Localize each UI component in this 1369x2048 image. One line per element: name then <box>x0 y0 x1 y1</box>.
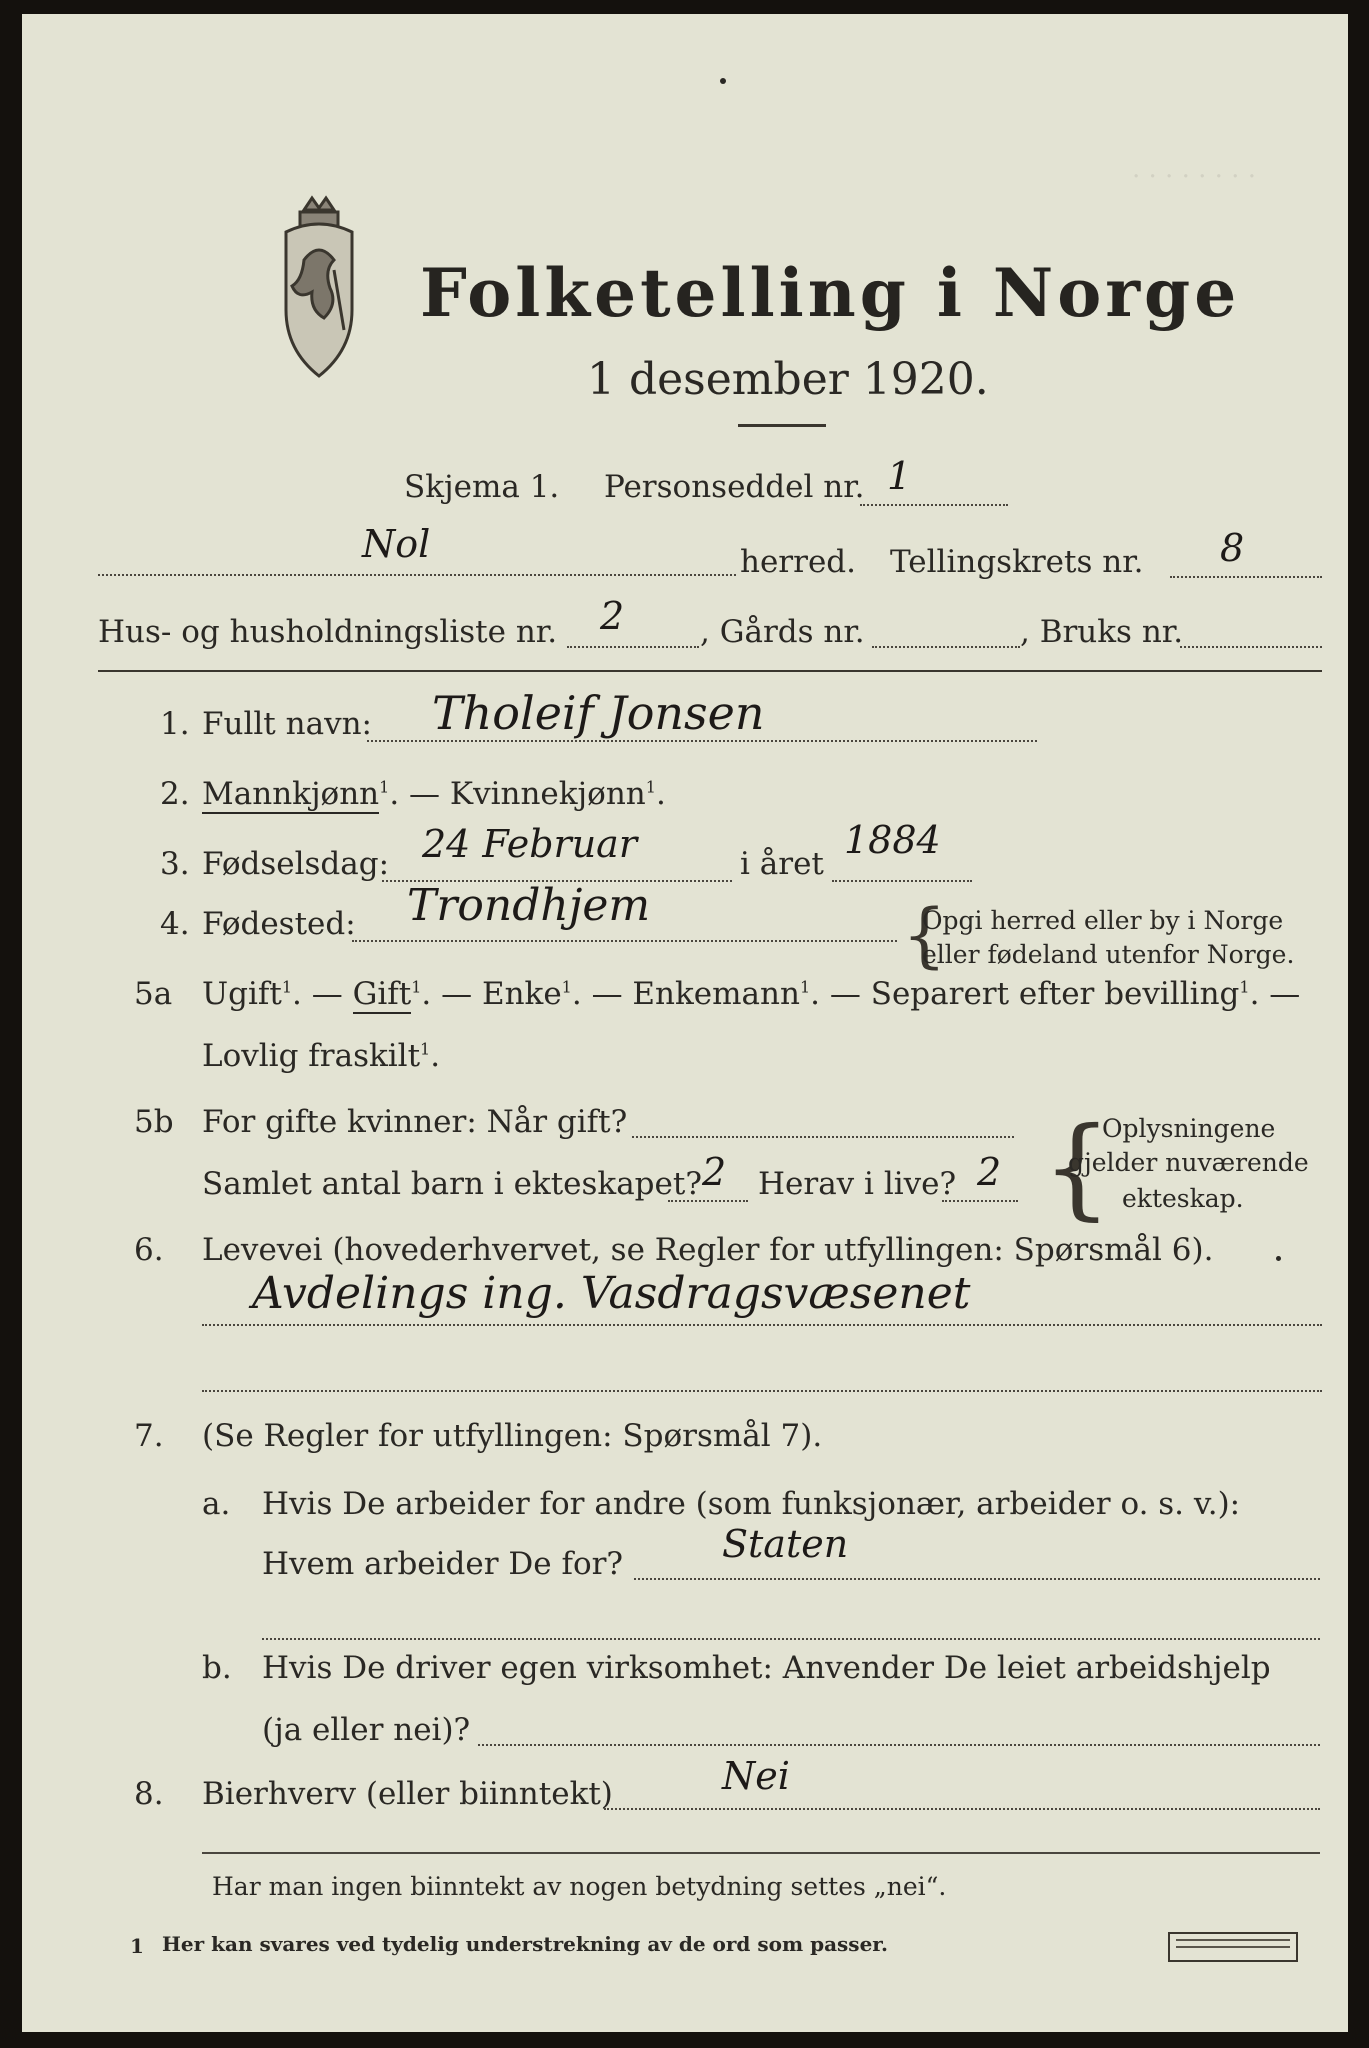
q2-end: . <box>655 776 666 812</box>
side-income-value[interactable]: Nei <box>722 1754 790 1798</box>
q4-note-line2: eller fødeland utenfor Norge. <box>922 940 1295 969</box>
ugift-option[interactable]: Ugift <box>202 976 282 1012</box>
census-form-page <box>22 14 1348 2032</box>
q7a-line <box>634 1578 1320 1580</box>
occupation-value[interactable]: Avdelings ing. Vasdragsvæsenet <box>252 1268 971 1319</box>
form-title: Folketelling i Norge <box>420 254 1241 332</box>
children-alive-value[interactable]: 2 <box>977 1150 1002 1194</box>
q7a-line-extra <box>262 1638 1320 1640</box>
q4-number: 4. <box>160 906 190 942</box>
tellingskrets-label: Tellingskrets nr. <box>890 544 1144 580</box>
q5b-note-line2: gjelder nuværende <box>1068 1148 1309 1177</box>
ink-dot <box>720 78 726 84</box>
gards-label: , Gårds nr. <box>700 614 865 650</box>
coat-of-arms-icon <box>264 190 374 390</box>
tellingskrets-value[interactable]: 8 <box>1220 526 1245 570</box>
q6-line1 <box>202 1324 1322 1326</box>
q5b-children-line <box>668 1200 748 1202</box>
employer-value[interactable]: Staten <box>722 1522 849 1566</box>
fraskilt-option[interactable]: Lovlig fraskilt <box>202 1038 421 1074</box>
q5a-options <box>202 976 1300 1012</box>
personseddel-value[interactable]: 1 <box>887 454 912 498</box>
q7a-line1: Hvis De arbeider for andre (som funksjonær, arbeider o. s. v.): <box>262 1486 1241 1522</box>
q5a-dash: . — <box>810 976 871 1012</box>
q8-line <box>604 1808 1320 1810</box>
q8-label: Bierhverv (eller biinntekt) <box>202 1776 613 1812</box>
q8-number: 8. <box>134 1776 164 1812</box>
children-total-value[interactable]: 2 <box>702 1150 727 1194</box>
q5b-number: 5b <box>134 1104 174 1140</box>
q7b-letter: b. <box>202 1650 232 1686</box>
title-divider <box>738 424 826 427</box>
q5b-label3: Herav i live? <box>758 1166 957 1202</box>
herred-value[interactable]: Nol <box>362 522 431 566</box>
q7b-line1: Hvis De driver egen virksomhet: Anvender De leiet arbeidshjelp <box>262 1650 1271 1686</box>
q7a-line2: Hvem arbeider De for? <box>262 1546 624 1582</box>
q4-note-line1: Opgi herred eller by i Norge <box>922 906 1284 935</box>
q7-number: 7. <box>134 1418 164 1454</box>
footnote-text: Her kan svares ved tydelig understrekning av de ord som passer. <box>162 1932 888 1956</box>
q7b-line <box>478 1744 1320 1746</box>
bruks-label: , Bruks nr. <box>1020 614 1184 650</box>
q5a-dash: . — <box>571 976 633 1012</box>
hus-line <box>567 646 699 648</box>
gards-line <box>872 646 1020 648</box>
q4-label: Fødested: <box>202 906 356 942</box>
census-date: 1 desember 1920. <box>587 354 989 405</box>
herred-line <box>98 574 736 576</box>
q5a-dash: . — <box>1249 976 1301 1012</box>
q6-number: 6. <box>134 1232 164 1268</box>
q2-number: 2. <box>160 776 190 812</box>
q5a-dash: . — <box>292 976 353 1012</box>
nei-note: Har man ingen biinntekt av nogen betydning settes „nei“. <box>212 1872 947 1901</box>
q6-line2 <box>202 1390 1322 1392</box>
female-option[interactable]: Kvinnekjønn <box>449 776 646 812</box>
tellingskrets-line <box>1170 576 1322 578</box>
q7b-line2: (ja eller nei)? <box>262 1712 471 1748</box>
q5a-sup: 1 <box>281 977 293 997</box>
separert-option[interactable]: Separert efter bevilling <box>870 976 1240 1012</box>
q1-label: Fullt navn: <box>202 706 372 742</box>
birth-year-value[interactable]: 1884 <box>844 818 941 862</box>
herred-label: herred. <box>740 544 856 580</box>
birthplace-value[interactable]: Trondhjem <box>407 880 651 931</box>
q5a-sup: 1 <box>561 977 572 997</box>
personseddel-line <box>860 504 1008 506</box>
q5a-sup: 1 <box>799 977 811 997</box>
enke-option[interactable]: Enke <box>481 976 562 1012</box>
q5a-dash: . — <box>421 976 482 1012</box>
bruks-line <box>1180 646 1322 648</box>
q5b-label1: For gifte kvinner: Når gift? <box>202 1104 628 1140</box>
personseddel-label: Personseddel nr. <box>604 469 865 505</box>
q3-number: 3. <box>160 846 190 882</box>
q5b-brace: { <box>1042 1103 1112 1231</box>
schema-label: Skjema 1. <box>404 469 560 505</box>
q7a-letter: a. <box>202 1486 231 1522</box>
hus-label: Hus- og husholdningsliste nr. <box>98 614 558 650</box>
q2-options <box>202 776 666 812</box>
q5a-number: 5a <box>134 976 173 1012</box>
q2-sup2: 1 <box>645 777 656 797</box>
q2-sep: . — <box>389 776 450 812</box>
footnote-mark: 1 <box>130 1934 144 1958</box>
full-name-value[interactable]: Tholeif Jonsen <box>432 686 765 740</box>
q5a-sup: 1 <box>420 1039 431 1059</box>
ink-dot <box>1276 1256 1281 1261</box>
enkemann-option[interactable]: Enkemann <box>632 976 800 1012</box>
q5b-note-line1: Oplysningene <box>1102 1114 1276 1143</box>
q5b-note-line3: ekteskap. <box>1122 1184 1244 1213</box>
q7-label: (Se Regler for utfyllingen: Spørsmål 7). <box>202 1418 823 1454</box>
q2-sup1: 1 <box>379 777 390 797</box>
q1-line <box>367 740 1037 742</box>
hus-value[interactable]: 2 <box>600 594 625 638</box>
q3-year-line <box>832 880 972 882</box>
male-option[interactable]: Mannkjønn <box>202 776 380 812</box>
q1-number: 1. <box>160 706 190 742</box>
q5b-label2: Samlet antal barn i ekteskapet? <box>202 1166 702 1202</box>
q5a-sup: 1 <box>411 977 422 997</box>
q5a-end: . <box>430 1038 441 1074</box>
q5a-line2 <box>202 1038 440 1074</box>
q5b-alive-line <box>942 1200 1018 1202</box>
birth-date-value[interactable]: 24 Februar <box>422 822 637 866</box>
q3-label: Fødselsdag: <box>202 846 390 882</box>
notes-rule <box>202 1852 1320 1854</box>
q4-brace: { <box>902 894 947 976</box>
printer-stamp-icon <box>1168 1932 1298 1962</box>
q5b-married-line <box>632 1136 1014 1138</box>
q5a-sup: 1 <box>1239 977 1250 997</box>
q3-year-label: i året <box>740 846 824 882</box>
q6-label: Levevei (hovederhvervet, se Regler for utfyllingen: Spørsmål 6). <box>202 1232 1214 1268</box>
q4-line <box>352 940 897 942</box>
gift-option[interactable]: Gift <box>352 976 412 1012</box>
bleed-through-text: . . . . . . . . <box>1132 154 1256 184</box>
header-rule <box>98 670 1322 672</box>
